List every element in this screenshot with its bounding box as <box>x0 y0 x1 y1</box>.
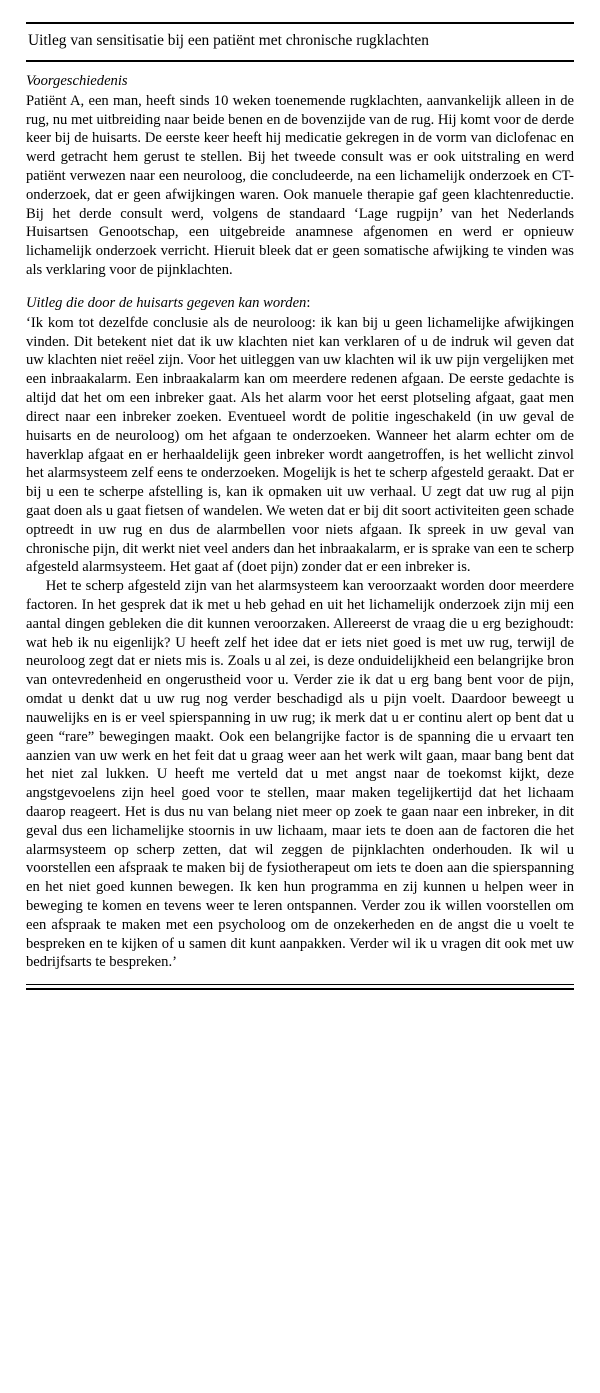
bottom-rule-thin <box>26 984 574 985</box>
section-heading-text: Voorgeschiedenis <box>26 72 128 89</box>
section-voorgeschiedenis <box>26 72 574 280</box>
document-title: Uitleg van sensitisatie bij een patiënt met chronische rugklachten <box>28 32 429 49</box>
bottom-rules <box>26 972 574 990</box>
paragraph: ‘Ik kom tot dezelfde conclusie als de neuroloog: ik kan bij u geen lichamelijke afwijkingen vinden. Dit betekent niet dat ik uw klachten niet kan verklaren of u de indruk wil geven dat uw klachten niet reëel zijn. Voor het uitleggen van uw klachten wil ik uw pijn vergelijken met een inbraakalarm. Een inbraakalarm kan om meerdere redenen afgaan. De eerste gedachte is altijd dat het om een inbreker gaat. Als het alarm voor het eerst plotseling afgaat, gaat men direct naar een inbreker zoeken. Eventueel wordt de politie ingeschakeld (in uw geval de huisarts en de neuroloog) om het afgaan te onderzoeken. Wanneer het alarm echter om de haverklap afgaat en er herhaaldelijk geen inbreker wordt aangetroffen, is het wellicht zinvol het alarmsysteem zelf eens te onderzoeken. Mogelijk is het te scherp afgesteld geraakt. Dat er bij u een te scherpe afstelling is, kan ik opmaken uit uw verhaal. U zegt dat uw rug al pijn gaat doen als u gaat fietsen of wandelen. We weten dat er bij dit soort activiteiten geen schade optreedt in uw rug en dus de alarmbellen voor niets afgaan. Ik spreek in uw geval van chronische pijn, dit werkt niet veel anders dan het inbraakalarm, er is sprake van een te scherp afgesteld alarmsysteem. Het gaat af (doet pijn) zonder dat er een inbreker is. <box>26 314 574 576</box>
section-spacer <box>26 280 574 294</box>
paragraph: Het te scherp afgesteld zijn van het alarmsysteem kan veroorzaakt worden door meerdere factoren. In het gesprek dat ik met u heb gehad en uit het lichamelijk onderzoek zijn mij een aantal dingen gebleken die dit kunnen veroorzaken. Allereerst de vraag die u erg bezighoudt: wat heb ik nu eigenlijk? U heeft zelf het idee dat er iets niet goed is met uw rug, terwijl de neuroloog zegt dat er niets mis is. Zoals u al zei, is deze onduidelijkheid een belangrijke bron van ontevredenheid en ongerustheid voor u. Verder zie ik dat u erg bang bent voor de pijn, omdat u denkt dat u uw rug nog verder beschadigd als u pijn voelt. Daardoor beweegt u nauwelijks en is er veel spierspanning in uw rug; ik merk dat u er continu alert op bent dat u geen “rare” bewegingen maakt. Ook een belangrijke factor is de spanning die u ervaart ten aanzien van uw werk en het feit dat u graag weer aan het werk wilt gaan, maar bang bent dat het niet zal lukken. U heeft me verteld dat u met angst naar de toekomst kijkt, deze angstgevoelens zijn heel goed voor te stellen, maar maken tegelijkertijd dat het lichaam daarop reageert. Het is dus nu van belang niet meer op zoek te gaan naar een inbreker, in dit geval dus een lichamelijke stoornis in uw lichaam, maar iets te doen aan de factoren die het alarmsysteem op scherp zetten, dat wil zeggen de pijnklachten onderhouden. Ik wil u voorstellen een afspraak te maken bij de fysiotherapeut om iets te doen aan die spierspanning en het niet goed kunnen bewegen. Ik ken hun programma en zij kunnen u helpen weer in beweging te komen en tevens weer te leren ontspannen. Verder zou ik willen voorstellen om een afspraak te maken met een psycholoog om de onzekerheden en de angst die u voelt te bespreken en te kijken of u samen dit kunt aanpakken. Verder wil ik u vragen dit ook met uw bedrijfsarts te bespreken.’ <box>26 578 574 971</box>
paragraph: Patiënt A, een man, heeft sinds 10 weken toenemende rugklachten, aanvankelijk alleen in de rug, nu met uitbreiding naar beide benen en de bovenzijde van de rug. Hij komt voor de derde keer bij de huisarts. De eerste keer heeft hij medicatie gekregen in de vorm van diclofenac en werd getracht hem gerust te stellen. Bij het tweede consult was er ook uitstraling en werd patiënt verwezen naar een neuroloog, die concludeerde, na een lichamelijk onderzoek en CT-onderzoek, dat er geen afwijkingen waren. Ook manuele therapie gaf geen klachtenreductie. Bij het derde consult werd, volgens de standaard ‘Lage rugpijn’ van het Nederlands Huisartsen Genootschap, een uitgebreide anamnese afgenomen en werd er opnieuw lichamelijk onderzoek verricht. Hieruit bleek dat er geen somatische afwijking te vinden was als verklaring voor de pijnklachten. <box>26 92 574 279</box>
section-uitleg-huisarts <box>26 294 574 972</box>
bottom-rule-thick <box>26 988 574 990</box>
section-heading <box>26 294 574 313</box>
section-heading-text: Uitleg die door de huisarts gegeven kan worden <box>26 294 307 311</box>
section-heading <box>26 72 574 91</box>
document-body <box>26 62 574 973</box>
section-heading-suffix: : <box>306 294 311 311</box>
